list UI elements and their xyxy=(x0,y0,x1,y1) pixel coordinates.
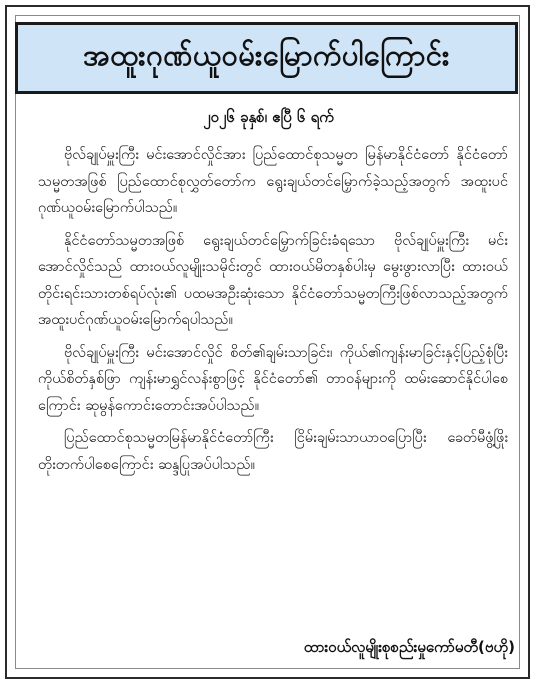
title-banner xyxy=(15,22,518,94)
paragraph: ပြည်ထောင်စုသမ္မတမြန်မာနိုင်ငံတော်ကြီး ငြိမ်းချမ်းသာယာဝပြောပြီး ခေတ်မီဖွံ့ဖြိုးတိုးတက်ပါစေကြောင်း ဆန္ဒပြုအပ်ပါသည်။ xyxy=(38,430,508,473)
paragraph: ဗိုလ်ချုပ်မှူးကြီး မင်းအောင်လှိုင် စိတ်၏ချမ်းသာခြင်း၊ ကိုယ်၏ကျန်းမာခြင်းနှင့်ပြည့်စုံပြီး ကိုယ်စိတ်နှစ်ဖြာ ကျန်းမာရွှင်လန်းစွာဖြင့် နိုင်ငံတော်၏ တာဝန်များကို ထမ်းဆောင်နိုင်ပါစေကြောင်း ဆုမွန်ကောင်းတောင်းအပ်ပါသည်။ xyxy=(38,344,508,414)
signature: ထားဝယ်လူမျိုးစုစည်းမှုကော်မတီ(ဗဟို) xyxy=(303,638,515,656)
paragraph: နိုင်ငံတော်သမ္မတအဖြစ် ရွေးချယ်တင်မြှောက်ခြင်းခံရသော ဗိုလ်ချုပ်မှူးကြီး မင်းအောင်လှိုင်သည် ထားဝယ်လူမျိုးသမိုင်းတွင် ထားဝယ်မိတနှစ်ပါးမှ မွေးဖွားလာပြီး ထားဝယ်တိုင်းရင်းသားတစ်ရပ်လုံး၏ ပထမအဦးဆုံးသော နိုင်ငံတော်သမ္မတကြီးဖြစ်လာသည့်အတွက် အထူးပင်ဂုဏ်ယူဝမ်းမြောက်ရပါသည်။ xyxy=(38,232,508,328)
notice-date: ၂၀၂၆ ခုနှစ်၊ ဧပြီ ၆ ရက် xyxy=(203,108,334,126)
paragraph: ဗိုလ်ချုပ်မှူးကြီး မင်းအောင်လှိုင်အား ပြည်ထောင်စုသမ္မတ မြန်မာနိုင်ငံတော် နိုင်ငံတော်သမ္မတအဖြစ် ပြည်ထောင်စုလွှတ်တော်က ရွေးချယ်တင်မြှောက်ခဲ့သည့်အတွက် အထူးပင်ဂုဏ်ယူဝမ်းမြောက်ပါသည်။ xyxy=(38,147,508,216)
notice-title: အထူးဂုဏ်ယူဝမ်းမြောက်ပါကြောင်း xyxy=(83,37,450,72)
notice-body xyxy=(38,142,508,484)
